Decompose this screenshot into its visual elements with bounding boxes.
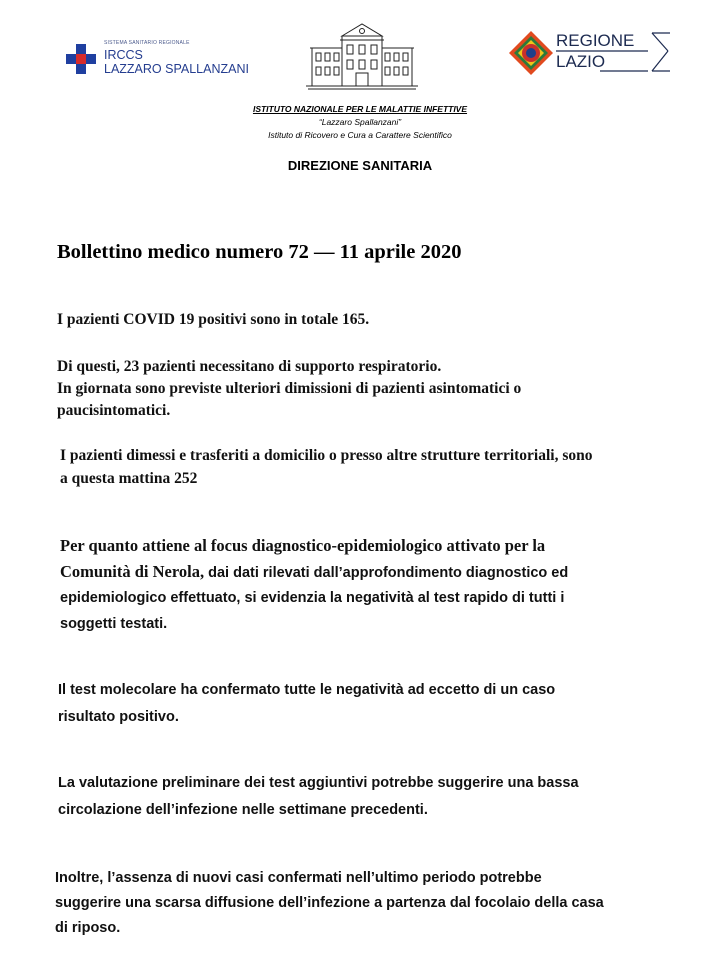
focus-line-2-serif-part: Comunità di Nerola, — [60, 562, 205, 581]
institute-description: Istituto di Ricovero e Cura a Carattere Scientifico — [268, 130, 452, 140]
paragraph-respiratory-line-2: In giornata sono previste ulteriori dimissioni di pazienti asintomatici o — [57, 380, 522, 397]
logo-lazio-text: LAZIO — [556, 52, 606, 71]
irccs-spallanzani-logo — [66, 40, 249, 84]
logo-line-decoration — [556, 30, 670, 76]
regione-lazio-logo — [508, 30, 668, 78]
department-heading: DIREZIONE SANITARIA — [287, 158, 433, 173]
focus-line-2-sans-part: dai dati rilevati dall’approfondimento diagnostico ed — [204, 565, 569, 581]
logo-irccs-text: IRCCS — [104, 48, 143, 62]
paragraph-focus-line-2 — [60, 562, 568, 582]
paragraph-molecular-line-2: risultato positivo. — [58, 709, 179, 725]
institute-subtitle: “Lazzaro Spallanzani” — [318, 117, 402, 127]
logo-spallanzani-text: LAZZARO SPALLANZANI — [104, 62, 249, 76]
logo-system-text: SISTEMA SANITARIO REGIONALE — [104, 40, 190, 46]
bulletin-title: Bollettino medico numero 72 — 11 aprile 2020 — [57, 241, 462, 263]
institute-building-icon — [306, 18, 418, 94]
paragraph-total-patients: I pazienti COVID 19 positivi sono in totale 165. — [57, 311, 370, 328]
paragraph-molecular-line-1: Il test molecolare ha confermato tutte le negatività ad eccetto di un caso — [58, 682, 556, 698]
paragraph-evaluation-line-2: circolazione dell’infezione nelle settimane precedenti. — [58, 802, 428, 818]
paragraph-discharged-line-2: a questa mattina 252 — [60, 470, 198, 487]
logo-regione-text: REGIONE — [556, 31, 635, 50]
paragraph-discharged-line-1: I pazienti dimessi e trasferiti a domicilio o presso altre strutture territoriali, sono — [60, 447, 593, 464]
paragraph-respiratory-line-3: paucisintomatici. — [57, 402, 171, 419]
paragraph-focus-line-3: epidemiologico effettuato, si evidenzia la negatività al test rapido di tutti i — [60, 590, 565, 606]
institute-name: ISTITUTO NAZIONALE PER LE MALATTIE INFETTIVE — [252, 104, 468, 114]
paragraph-respiratory-line-1: Di questi, 23 pazienti necessitano di supporto respiratorio. — [57, 358, 442, 375]
paragraph-focus-line-1: Per quanto attiene al focus diagnostico-epidemiologico attivato per la — [60, 536, 546, 555]
building-logo — [306, 18, 418, 94]
paragraph-conclusion-line-2: suggerire una scarsa diffusione dell’infezione a partenza dal focolaio della casa — [55, 895, 604, 911]
regione-lazio-emblem-icon — [508, 30, 554, 76]
paragraph-evaluation-line-1: La valutazione preliminare dei test aggiuntivi potrebbe suggerire una bassa — [58, 775, 579, 791]
medical-cross-icon — [66, 44, 96, 74]
paragraph-conclusion-line-3: di riposo. — [55, 920, 121, 936]
paragraph-focus-line-4: soggetti testati. — [60, 616, 168, 632]
paragraph-conclusion-line-1: Inoltre, l’assenza di nuovi casi confermati nell’ultimo periodo potrebbe — [55, 870, 542, 886]
